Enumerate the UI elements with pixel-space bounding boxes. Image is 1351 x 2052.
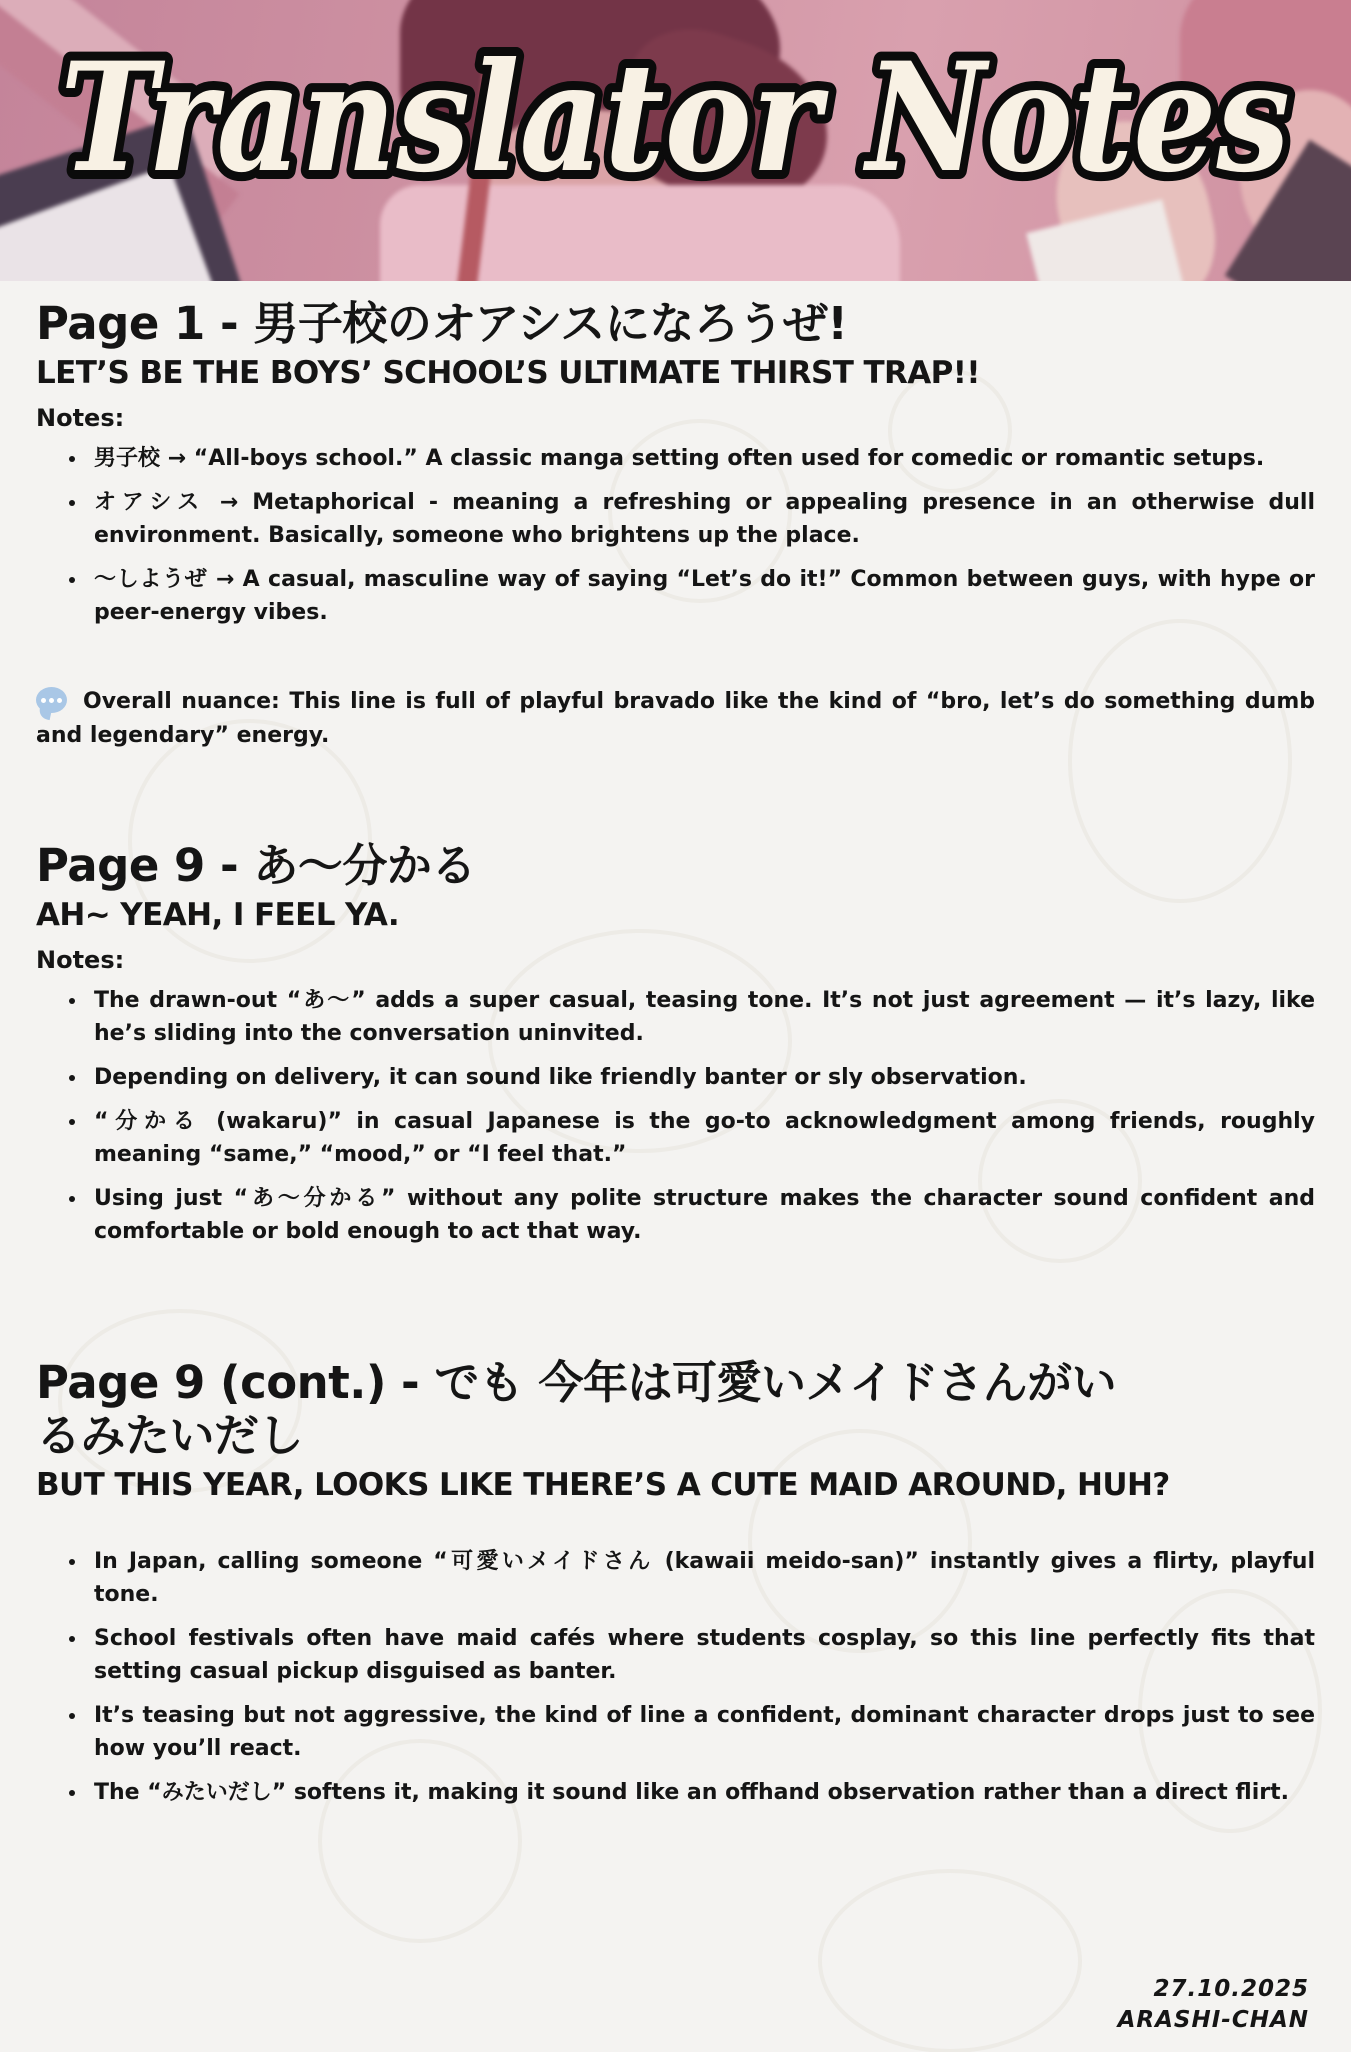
note-section-page1 [36,297,1315,753]
notes-content [0,281,1351,2052]
section-heading: Page 1 - 男子校のオアシスになろうぜ! [36,297,848,350]
note-bullet: • 〜しようぜ → A casual, masculine way of saying “Let’s do it!” Common between guys, with hype or peer-energy vibes. [88,563,1315,629]
footer-date: 27.10.2025 [1153,1975,1309,2002]
note-bullet: • オアシス → Metaphorical - meaning a refreshing or appealing presence in an otherwise dull environment. Basically, someone who brightens up the place. [88,486,1315,552]
note-section-page9 [36,839,1315,1248]
note-section-page9-cont [36,1356,1315,1810]
page-title: Translator Notes [60,30,1290,206]
section-subheading: AH~ YEAH, I FEEL YA. [36,897,400,934]
footer-translator: ARASHI-CHAN [1117,2006,1309,2033]
header-banner [0,0,1351,281]
callout-text: Overall nuance: This line is full of playful bravado like the kind of “bro, let’s do something dumb and legendary” energy. [36,688,1315,748]
note-bullet: • School festivals often have maid cafés where students cosplay, so this line perfectly fits that setting casual pickup disguised as banter. [88,1622,1315,1688]
note-bullet: • It’s teasing but not aggressive, the kind of line a confident, dominant character drops just to see how you’ll react. [88,1699,1315,1765]
overall-nuance-note [36,685,1315,753]
section-subheading: BUT THIS YEAR, LOOKS LIKE THERE’S A CUTE MAID AROUND, HUH? [36,1466,1170,1503]
note-bullet: • 男子校 → “All-boys school.” A classic manga setting often used for comedic or romantic setups. [88,442,1315,475]
note-bullet: • In Japan, calling someone “可愛いメイドさん (kawaii meido-san)” instantly gives a flirty, playful tone. [88,1545,1315,1611]
speech-bubble-icon [36,687,67,713]
note-bullet: • The “みたいだし” softens it, making it sound like an offhand observation rather than a direct flirt. [88,1776,1315,1809]
section-heading: Page 9 - あ〜分かる [36,838,476,892]
notes-list [36,984,1315,1248]
note-bullet: • Depending on delivery, it can sound like friendly banter or sly observation. [88,1061,1315,1094]
notes-list [36,1545,1315,1809]
notes-list [36,442,1315,629]
note-bullet: • The drawn-out “あ〜” adds a super casual, teasing tone. It’s not just agreement — it’s lazy, like he’s sliding into the conversation uninvited. [88,984,1315,1050]
notes-label: Notes: [36,403,125,432]
notes-label: Notes: [36,945,125,974]
footer-credit [1118,1974,1309,2036]
note-bullet: • “分かる (wakaru)” in casual Japanese is the go-to acknowledgment among friends, roughly meaning “same,” “mood,” or “I feel that.” [88,1105,1315,1171]
section-heading: Page 9 (cont.) - でも 今年は可愛いメイドさんがいるみたいだし [36,1355,1117,1462]
note-bullet: • Using just “あ〜分かる” without any polite structure makes the character sound confident and comfortable or bold enough to act that way. [88,1182,1315,1248]
section-subheading: LET’S BE THE BOYS’ SCHOOL’S ULTIMATE THIRST TRAP!! [36,355,980,392]
title-container [0,0,1351,281]
